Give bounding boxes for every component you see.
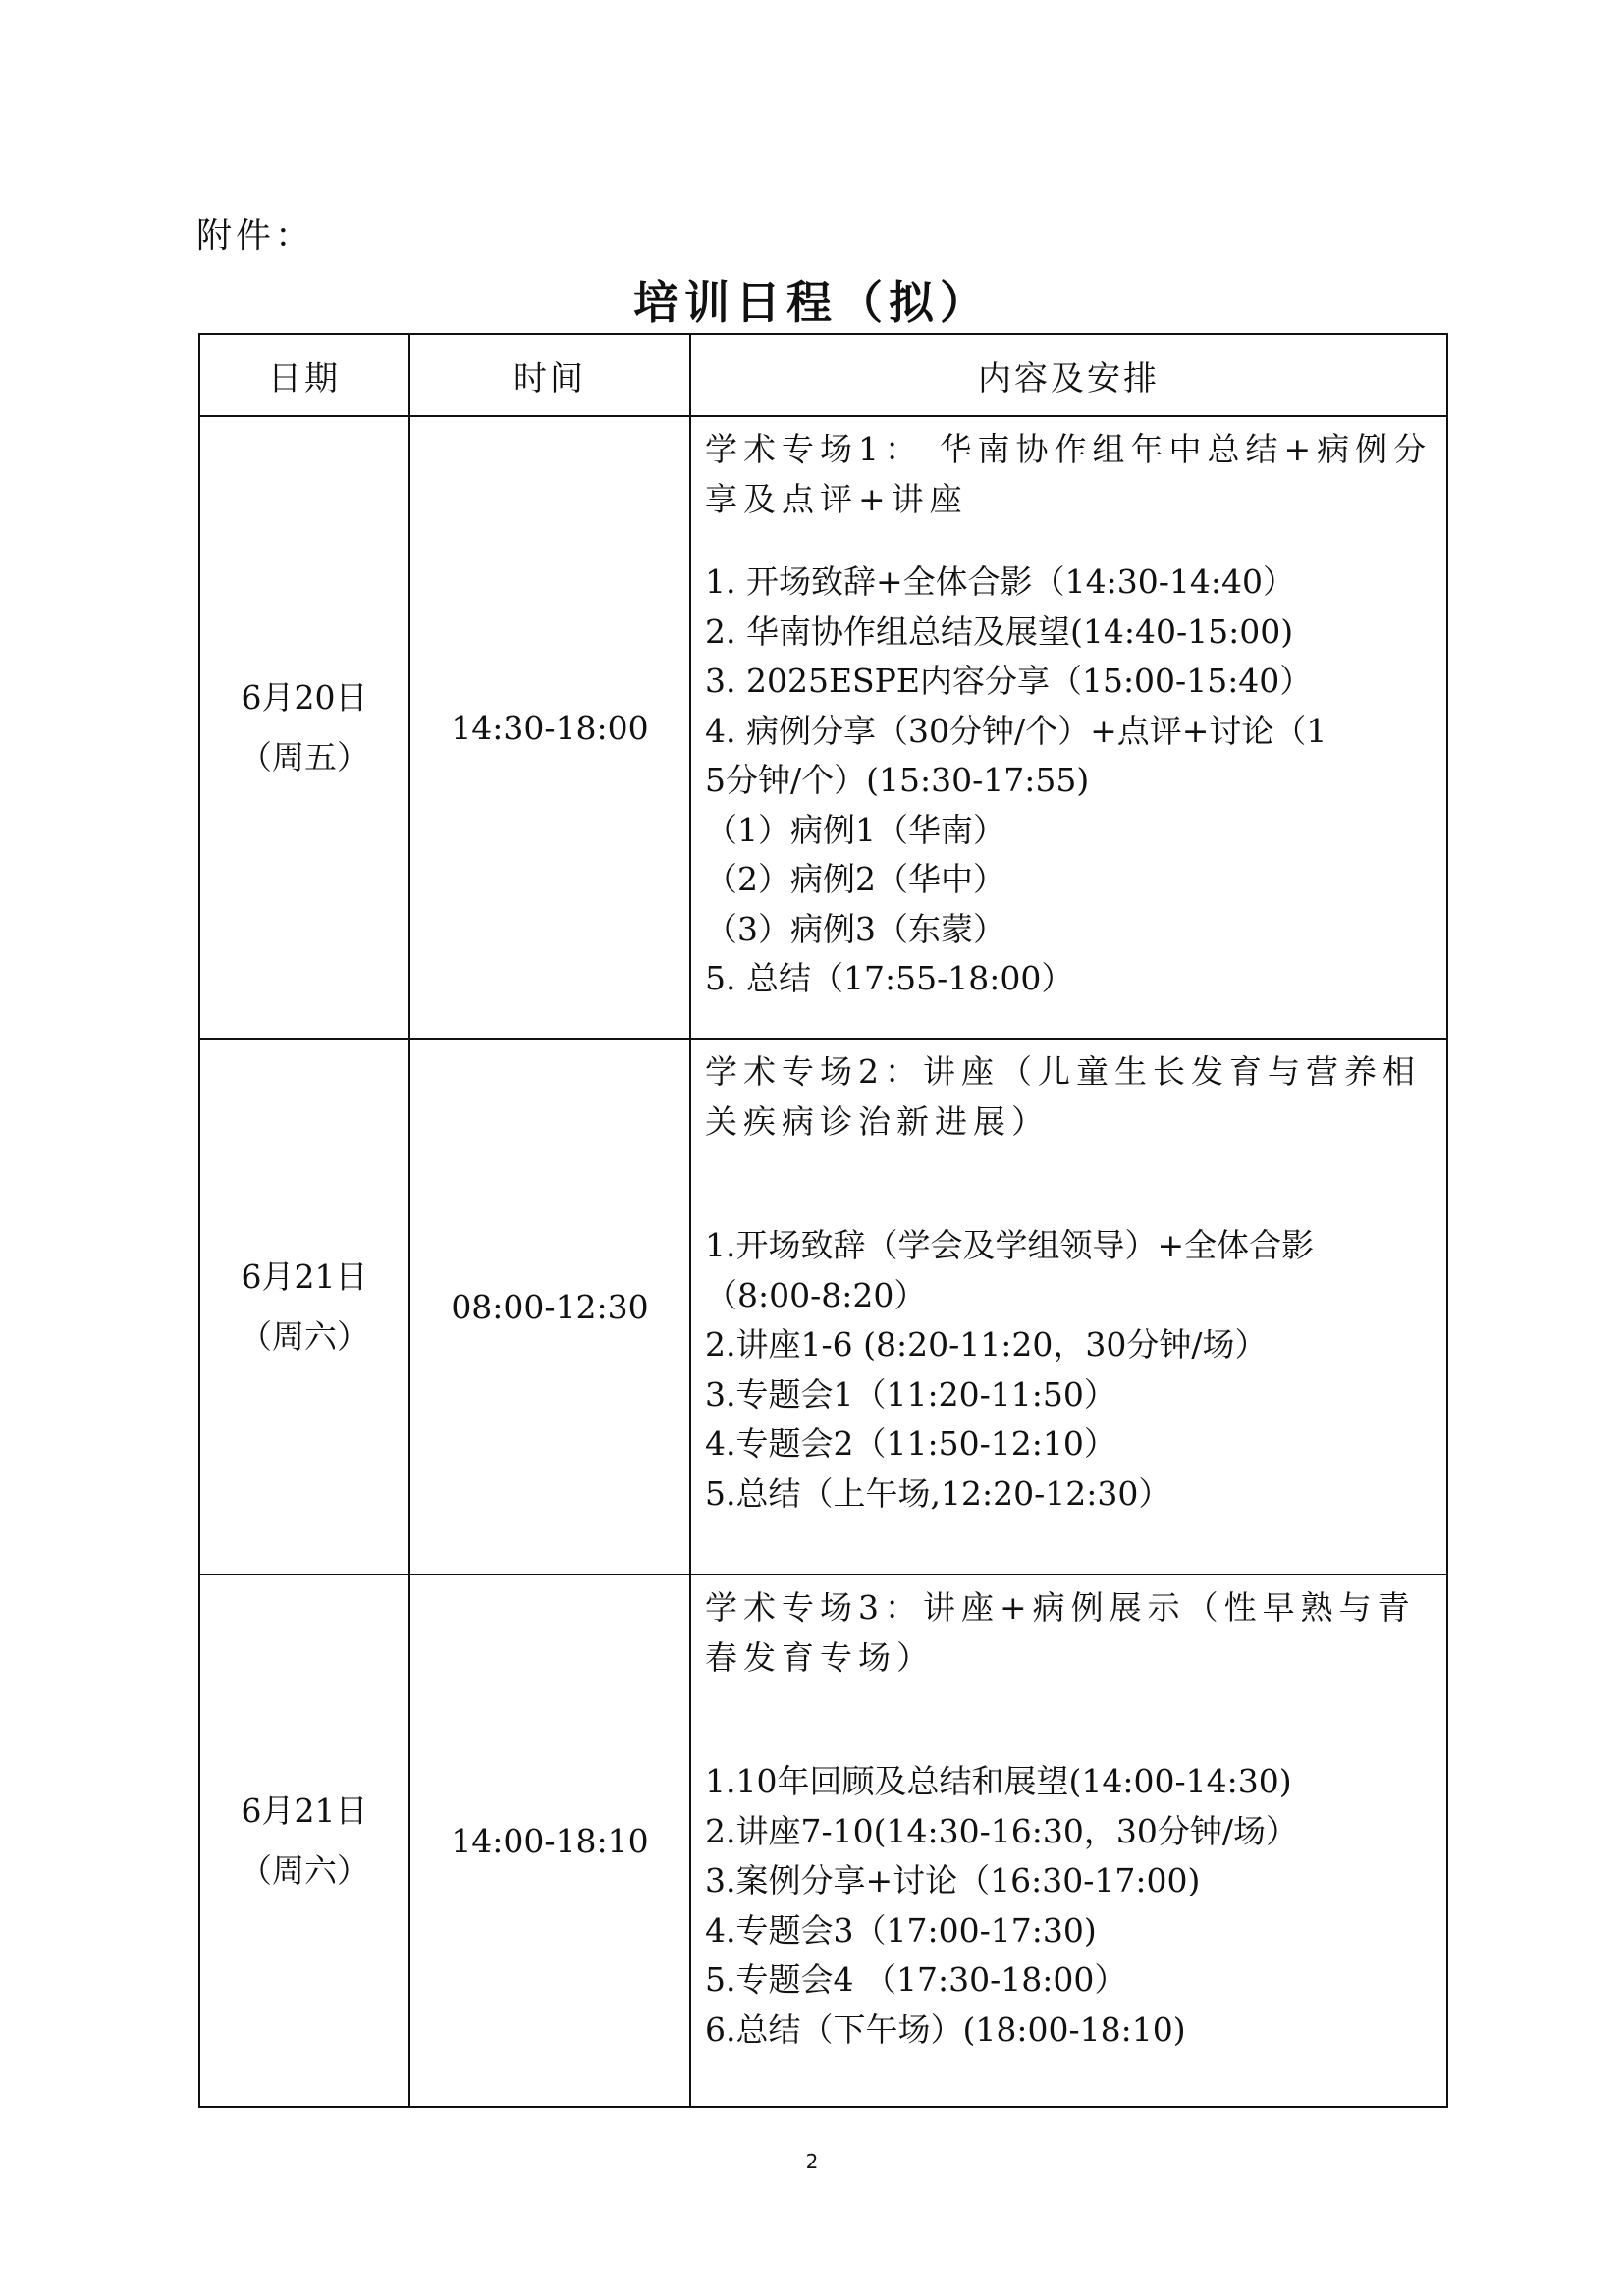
- date-text: 6月21日: [241, 1257, 368, 1296]
- agenda-item: 1.10年回顾及总结和展望(14:00-14:30): [705, 1762, 1292, 1800]
- table-row: [199, 1039, 1447, 1575]
- weekday-text: （周六）: [240, 1851, 369, 1890]
- session-title-line: 关疾病诊治新进展）: [705, 1101, 1050, 1141]
- agenda-item: （3）病例3（东蒙）: [705, 909, 1005, 948]
- time-cell: 08:00-12:30: [409, 1039, 690, 1575]
- header-content: 内容及安排: [690, 334, 1447, 416]
- session-title-line: 学术专场1： 华南协作组年中总结+病例分: [705, 430, 1433, 468]
- table-header-row: [199, 334, 1447, 416]
- agenda-item: 5.专题会4 （17:30-18:00）: [705, 1960, 1127, 1999]
- session-title-line: 享及点评+讲座: [705, 479, 968, 518]
- attachment-label: 附件：: [196, 216, 315, 256]
- agenda-item: 5.总结（上午场,12:20-12:30）: [705, 1473, 1171, 1513]
- agenda-item: 3. 2025ESPE内容分享（15:00-15:40）: [705, 662, 1313, 700]
- agenda-item: 5. 总结（17:55-18:00）: [705, 959, 1074, 997]
- page-number: 2: [805, 2150, 819, 2173]
- agenda-item: 4. 病例分享（30分钟/个）+点评+讨论（1: [705, 711, 1327, 750]
- agenda-item: （2）病例2（华中）: [705, 860, 1005, 898]
- date-cell: [199, 416, 409, 1039]
- agenda-item: 4.专题会2（11:50-12:10）: [705, 1424, 1116, 1463]
- date-cell: [199, 1575, 409, 2107]
- header-time: 时间: [409, 334, 690, 416]
- agenda-item: 2.讲座1-6 (8:20-11:20，30分钟/场）: [705, 1325, 1268, 1363]
- agenda-item: （8:00-8:20）: [705, 1275, 927, 1314]
- agenda-item: 5分钟/个）(15:30-17:55): [705, 761, 1090, 799]
- content-cell: [690, 416, 1447, 1039]
- agenda-item: 4.专题会3（17:00-17:30): [705, 1910, 1097, 1949]
- session-title-line: 春发育专场）: [705, 1637, 935, 1677]
- agenda-item: 3.专题会1（11:20-11:50）: [705, 1374, 1116, 1414]
- agenda-item: 1.开场致辞（学会及学组领导）+全体合影: [705, 1226, 1315, 1264]
- agenda-item: （1）病例1（华南）: [705, 810, 1005, 849]
- agenda-item: 2.讲座7-10(14:30-16:30，30分钟/场）: [705, 1811, 1298, 1850]
- date-text: 6月21日: [241, 1791, 368, 1830]
- content-cell: [690, 1039, 1447, 1575]
- agenda-item: 3.案例分享+讨论（16:30-17:00): [705, 1861, 1201, 1899]
- table-row: [199, 416, 1447, 1039]
- weekday-text: （周六）: [240, 1317, 369, 1356]
- time-cell: 14:30-18:00: [409, 416, 690, 1039]
- session-title-line: 学术专场2：讲座（儿童生长发育与营养相: [705, 1052, 1421, 1091]
- schedule-table: [198, 333, 1448, 2108]
- table-row: [199, 1575, 1447, 2107]
- time-cell: 14:00-18:10: [409, 1575, 690, 2107]
- date-cell: [199, 1039, 409, 1575]
- session-title-line: 学术专场3：讲座+病例展示（性早熟与青: [705, 1588, 1416, 1627]
- date-text: 6月20日: [241, 678, 368, 717]
- weekday-text: （周五）: [240, 738, 369, 776]
- header-date: 日期: [199, 334, 409, 416]
- agenda-item: 2. 华南协作组总结及展望(14:40-15:00): [705, 612, 1294, 651]
- agenda-item: 6.总结（下午场）(18:00-18:10): [705, 2009, 1186, 2049]
- document-title: 培训日程（拟）: [633, 276, 991, 329]
- agenda-item: 1. 开场致辞+全体合影（14:30-14:40）: [705, 562, 1295, 601]
- content-cell: [690, 1575, 1447, 2107]
